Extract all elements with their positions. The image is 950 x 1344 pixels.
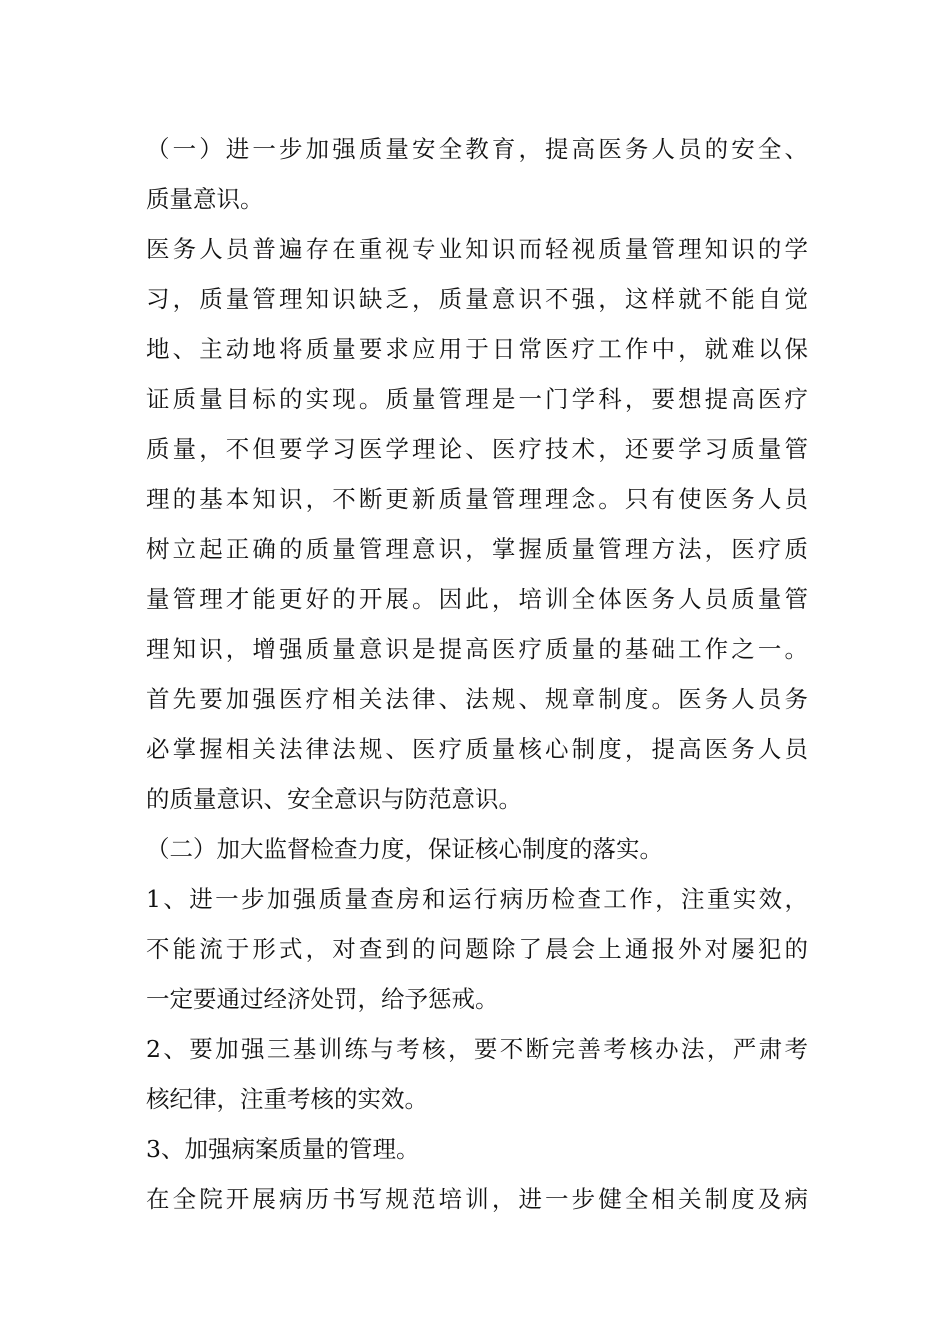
text-line-12: 首先要加强医疗相关法律、法规、规章制度。医务人员务 <box>146 685 808 713</box>
text-line-02: 质量意识。 <box>146 185 264 213</box>
text-line-17: 不能流于形式，对查到的问题除了晨会上通报外对屡犯的 <box>146 935 808 963</box>
text-line-01: （一）进一步加强质量安全教育，提高医务人员的安全、 <box>146 135 808 163</box>
text-line-08: 理的基本知识，不断更新质量管理理念。只有使医务人员 <box>146 485 808 513</box>
text-line-21: 3、加强病案质量的管理。 <box>146 1135 420 1163</box>
text-line-09: 树立起正确的质量管理意识，掌握质量管理方法，医疗质 <box>146 535 808 563</box>
text-line-22: 在全院开展病历书写规范培训，进一步健全相关制度及病 <box>146 1185 808 1213</box>
text-line-05: 地、主动地将质量要求应用于日常医疗工作中，就难以保 <box>146 335 808 363</box>
text-line-10: 量管理才能更好的开展。因此，培训全体医务人员质量管 <box>146 585 808 613</box>
text-line-15: （二）加大监督检查力度，保证核心制度的落实。 <box>146 835 663 863</box>
document-page <box>146 124 808 1224</box>
text-line-16: 1、进一步加强质量查房和运行病历检查工作，注重实效， <box>146 885 808 913</box>
text-line-14: 的质量意识、安全意识与防范意识。 <box>146 785 522 813</box>
text-line-18: 一定要通过经济处罚，给予惩戒。 <box>146 985 499 1013</box>
text-line-13: 必掌握相关法律法规、医疗质量核心制度，提高医务人员 <box>146 735 808 763</box>
text-line-20: 核纪律，注重考核的实效。 <box>146 1085 428 1113</box>
text-line-19: 2、要加强三基训练与考核，要不断完善考核办法，严肃考 <box>146 1035 808 1063</box>
text-line-03: 医务人员普遍存在重视专业知识而轻视质量管理知识的学 <box>146 235 808 263</box>
text-line-06: 证质量目标的实现。质量管理是一门学科，要想提高医疗 <box>146 385 808 413</box>
text-line-07: 质量，不但要学习医学理论、医疗技术，还要学习质量管 <box>146 435 808 463</box>
text-line-04: 习，质量管理知识缺乏，质量意识不强，这样就不能自觉 <box>146 285 808 313</box>
text-line-11: 理知识，增强质量意识是提高医疗质量的基础工作之一。 <box>146 635 808 663</box>
